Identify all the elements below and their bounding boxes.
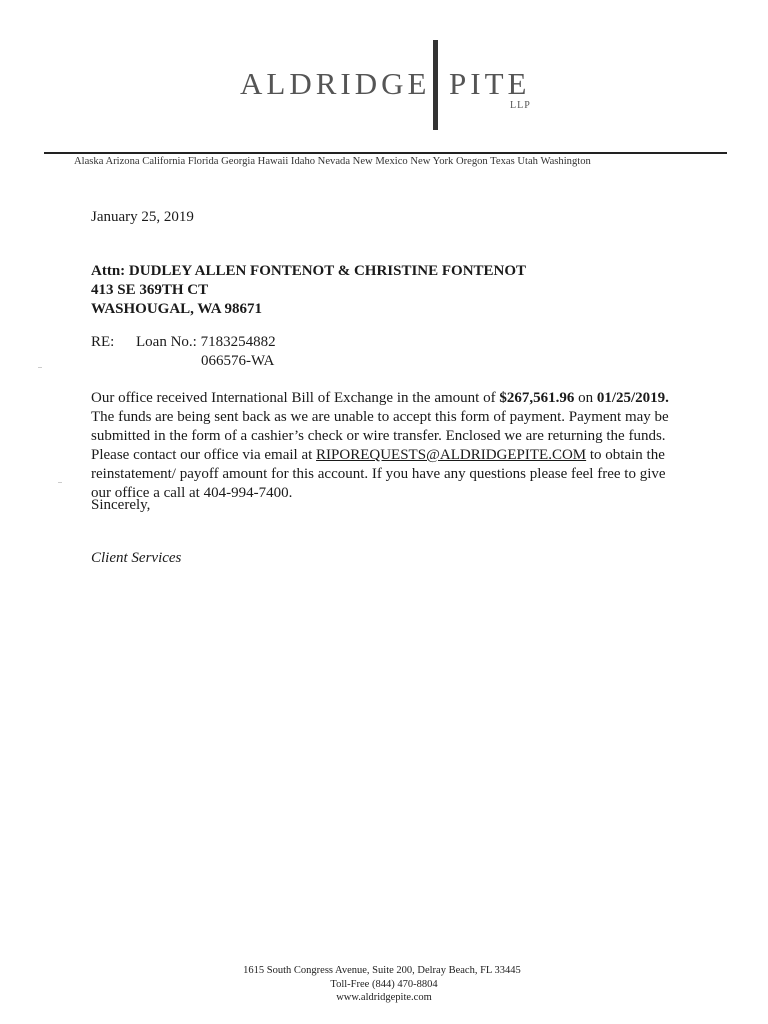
- footer-phone: Toll-Free (844) 470-8804: [330, 979, 438, 990]
- footer-website[interactable]: www.aldridgepite.com: [336, 992, 432, 1003]
- firm-name-right: PITE: [449, 66, 531, 101]
- reference-number: 066576-WA: [201, 353, 275, 369]
- firm-suffix: LLP: [510, 100, 531, 111]
- signature: Client Services: [91, 550, 182, 566]
- paragraph-text: to obtain the: [586, 447, 665, 463]
- paragraph-line: reinstatement/ payoff amount for this account. If you have any questions please feel free to give: [91, 466, 666, 482]
- paragraph-line: [91, 446, 669, 465]
- header-rule: [44, 152, 727, 154]
- scan-speck: [58, 482, 62, 483]
- paragraph-text: Please contact our office via email at: [91, 447, 317, 463]
- amount: $267,561.96: [499, 390, 575, 406]
- logo-divider: [433, 40, 438, 130]
- recipient-address-line2: WASHOUGAL, WA 98671: [91, 301, 263, 317]
- scan-speck: [38, 367, 42, 368]
- loan-number: Loan No.: 7183254882: [136, 334, 276, 350]
- paragraph-text: on: [574, 390, 597, 406]
- received-date: 01/25/2019.: [596, 390, 669, 406]
- firm-name-left: ALDRIDGE: [240, 66, 431, 101]
- re-label: RE:: [91, 334, 115, 350]
- letter-paragraph: [91, 389, 669, 503]
- paragraph-line: [91, 389, 669, 408]
- letter-date: January 25, 2019: [91, 209, 194, 225]
- paragraph-text: Our office received International Bill of Exchange in the amount of: [91, 390, 500, 406]
- recipient-attn: Attn: DUDLEY ALLEN FONTENOT & CHRISTINE FONTENOT: [91, 263, 527, 279]
- signoff: Sincerely,: [91, 497, 151, 513]
- recipient-address-line1: 413 SE 369TH CT: [91, 282, 209, 298]
- paragraph-line: submitted in the form of a cashier’s check or wire transfer. Enclosed we are returning the funds.: [91, 428, 666, 444]
- paragraph-line: The funds are being sent back as we are unable to accept this form of payment. Payment may be: [91, 409, 669, 425]
- footer-address: 1615 South Congress Avenue, Suite 200, Delray Beach, FL 33445: [243, 965, 521, 976]
- states-list: Alaska Arizona California Florida Georgia Hawaii Idaho Nevada New Mexico New York Oregon Texas Utah Washington: [74, 156, 591, 167]
- paragraph-line: our office a call at 404-994-7400.: [91, 485, 293, 501]
- email-link[interactable]: RIPOREQUESTS@ALDRIDGEPITE.COM: [316, 447, 587, 463]
